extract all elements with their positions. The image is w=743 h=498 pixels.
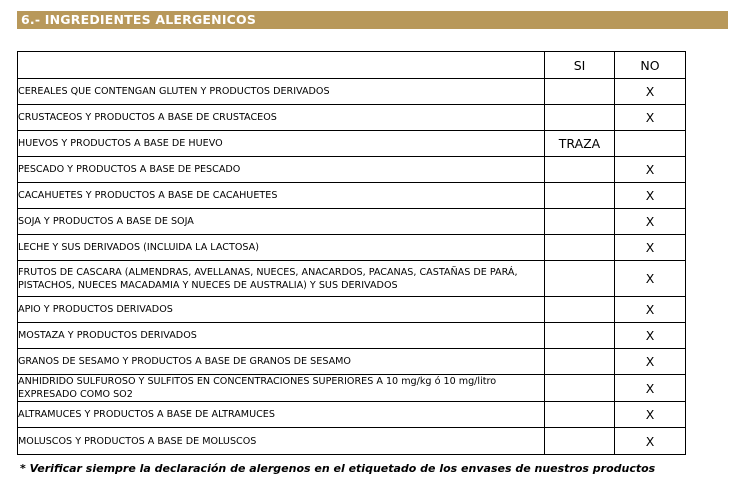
section-title: 6.- INGREDIENTES ALERGENICOS — [17, 11, 728, 29]
no-cell: X — [615, 209, 686, 235]
no-cell: X — [615, 261, 686, 297]
no-cell: X — [615, 157, 686, 183]
no-cell: X — [615, 79, 686, 105]
allergen-name: ALTRAMUCES Y PRODUCTOS A BASE DE ALTRAMUCES — [18, 402, 545, 428]
si-cell — [545, 297, 615, 323]
allergen-name: CEREALES QUE CONTENGAN GLUTEN Y PRODUCTOS DERIVADOS — [18, 79, 545, 105]
table-row — [18, 402, 686, 428]
allergen-name: GRANOS DE SESAMO Y PRODUCTOS A BASE DE GRANOS DE SESAMO — [18, 349, 545, 375]
allergens-table — [17, 51, 686, 455]
si-cell: TRAZA — [545, 131, 615, 157]
allergen-name: APIO Y PRODUCTOS DERIVADOS — [18, 297, 545, 323]
allergen-name: LECHE Y SUS DERIVADOS (INCLUIDA LA LACTOSA) — [18, 235, 545, 261]
si-cell — [545, 157, 615, 183]
si-cell — [545, 209, 615, 235]
footnote: * Verificar siempre la declaración de alergenos en el etiquetado de los envases de nuestros productos — [20, 462, 656, 475]
allergen-name: PESCADO Y PRODUCTOS A BASE DE PESCADO — [18, 157, 545, 183]
no-cell: X — [615, 105, 686, 131]
no-cell: X — [615, 402, 686, 428]
table-row — [18, 428, 686, 455]
si-cell — [545, 402, 615, 428]
table-row — [18, 183, 686, 209]
table-header-row — [18, 52, 686, 79]
no-cell: X — [615, 183, 686, 209]
no-cell: X — [615, 375, 686, 402]
si-cell — [545, 349, 615, 375]
table-row — [18, 131, 686, 157]
table-row — [18, 323, 686, 349]
allergen-name: SOJA Y PRODUCTOS A BASE DE SOJA — [18, 209, 545, 235]
no-cell: X — [615, 235, 686, 261]
si-cell — [545, 261, 615, 297]
allergen-name: MOLUSCOS Y PRODUCTOS A BASE DE MOLUSCOS — [18, 428, 545, 455]
column-header-si: SI — [545, 52, 615, 79]
no-cell: X — [615, 428, 686, 455]
no-cell: X — [615, 349, 686, 375]
allergen-name: ANHIDRIDO SULFUROSO Y SULFITOS EN CONCENTRACIONES SUPERIORES A 10 mg/kg ó 10 mg/litro EXPRESADO COMO SO2 — [18, 375, 545, 402]
table-row — [18, 375, 686, 402]
table-row — [18, 297, 686, 323]
table-row — [18, 79, 686, 105]
si-cell — [545, 323, 615, 349]
table-row — [18, 157, 686, 183]
si-cell — [545, 375, 615, 402]
si-cell — [545, 235, 615, 261]
table-row — [18, 105, 686, 131]
allergen-name: MOSTAZA Y PRODUCTOS DERIVADOS — [18, 323, 545, 349]
table-row — [18, 349, 686, 375]
si-cell — [545, 79, 615, 105]
column-header-no: NO — [615, 52, 686, 79]
si-cell — [545, 428, 615, 455]
allergen-name: FRUTOS DE CASCARA (ALMENDRAS, AVELLANAS, NUECES, ANACARDOS, PACANAS, CASTAÑAS DE PARÁ, PISTACHOS, NUECES MACADAMIA Y NUECES DE AUSTRALIA) Y SUS DERIVADOS — [18, 261, 545, 297]
header-blank-cell — [18, 52, 545, 79]
si-cell — [545, 183, 615, 209]
allergen-name: HUEVOS Y PRODUCTOS A BASE DE HUEVO — [18, 131, 545, 157]
allergen-name: CRUSTACEOS Y PRODUCTOS A BASE DE CRUSTACEOS — [18, 105, 545, 131]
table-row — [18, 209, 686, 235]
table-row — [18, 235, 686, 261]
no-cell — [615, 131, 686, 157]
no-cell: X — [615, 297, 686, 323]
no-cell: X — [615, 323, 686, 349]
si-cell — [545, 105, 615, 131]
table-row — [18, 261, 686, 297]
allergen-name: CACAHUETES Y PRODUCTOS A BASE DE CACAHUETES — [18, 183, 545, 209]
